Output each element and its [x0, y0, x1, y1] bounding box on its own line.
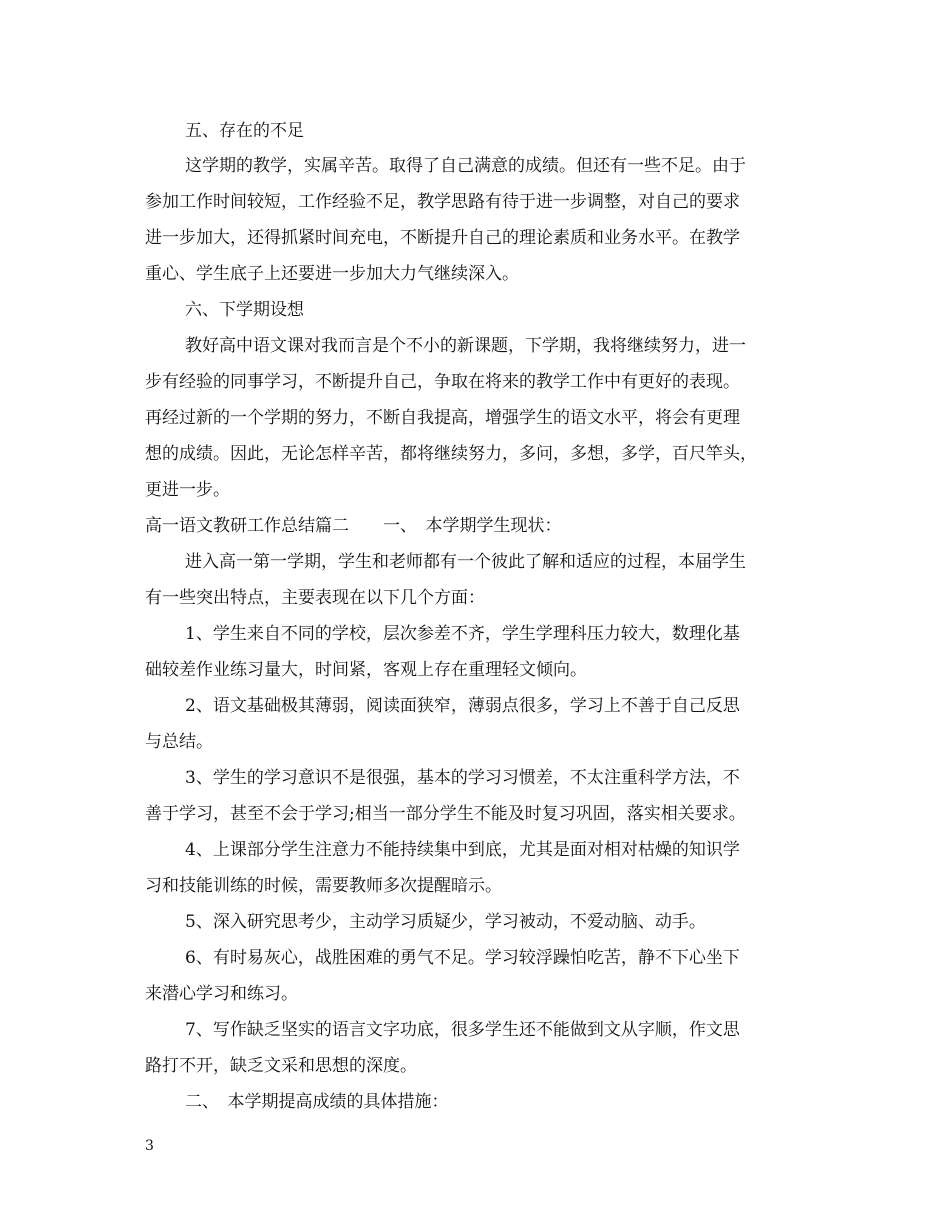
heading-measures: 二、 本学期提高成绩的具体措施： — [185, 1092, 449, 1112]
text-line: 有一些突出特点，主要表现在以下几个方面： — [145, 588, 485, 608]
text-line: 参加工作时间较短，工作经验不足，教学思路有待于进一步调整，对自己的要求 — [145, 192, 740, 212]
text-line: 与总结。 — [145, 732, 213, 752]
page-number: 3 — [145, 1138, 154, 1154]
text-line: 更进一步。 — [145, 480, 230, 500]
text-line: 习和技能训练的时候，需要教师多次提醒暗示。 — [145, 876, 502, 896]
heading-shortcomings: 五、存在的不足 — [185, 121, 304, 141]
text-line: 重心、学生底子上还要进一步加大力气继续深入。 — [145, 264, 519, 284]
list-item-7: 7、写作缺乏坚实的语言文字功底，很多学生还不能做到文从字顺，作文思 — [185, 1020, 740, 1040]
text-line: 再经过新的一个学期的努力，不断自我提高，增强学生的语文水平，将会有更理 — [145, 408, 740, 428]
list-item-5: 5、深入研究思考少，主动学习质疑少，学习被动，不爱动脑、动手。 — [185, 912, 706, 932]
list-item-3: 3、学生的学习意识不是很强，基本的学习习惯差，不太注重科学方法，不 — [185, 768, 740, 788]
text-line: 步有经验的同事学习，不断提升自己，争取在将来的教学工作中有更好的表现。 — [145, 372, 740, 392]
list-item-1: 1、学生来自不同的学校，层次参差不齐，学生学理科压力较大，数理化基 — [185, 624, 740, 644]
text-line: 来潜心学习和练习。 — [145, 984, 298, 1004]
heading-next-term: 六、下学期设想 — [185, 300, 304, 320]
text-line: 这学期的教学，实属辛苦。取得了自己满意的成绩。但还有一些不足。由于 — [185, 156, 746, 176]
text-line: 想的成绩。因此，无论怎样辛苦，都将继续努力，多问，多想，多学，百尺竿头， — [145, 444, 757, 464]
section-title-part-two: 高一语文教研工作总结篇二 一、 本学期学生现状： — [145, 516, 562, 536]
text-line: 础较差作业练习量大，时间紧，客观上存在重理轻文倾向。 — [145, 660, 587, 680]
text-line: 善于学习，甚至不会于学习;相当一部分学生不能及时复习巩固，落实相关要求。 — [145, 804, 746, 824]
list-item-6: 6、有时易灰心，战胜困难的勇气不足。学习较浮躁怕吃苦，静不下心坐下 — [185, 948, 740, 968]
list-item-4: 4、上课部分学生注意力不能持续集中到底，尤其是面对相对枯燥的知识学 — [185, 840, 740, 860]
list-item-2: 2、语文基础极其薄弱，阅读面狭窄，薄弱点很多，学习上不善于自己反思 — [185, 696, 740, 716]
text-line: 路打不开，缺乏文采和思想的深度。 — [145, 1056, 417, 1076]
text-line: 进入高一第一学期，学生和老师都有一个彼此了解和适应的过程，本届学生 — [185, 552, 746, 572]
text-line: 进一步加大，还得抓紧时间充电，不断提升自己的理论素质和业务水平。在教学 — [145, 228, 740, 248]
text-line: 教好高中语文课对我而言是个不小的新课题，下学期，我将继续努力，进一 — [185, 336, 746, 356]
